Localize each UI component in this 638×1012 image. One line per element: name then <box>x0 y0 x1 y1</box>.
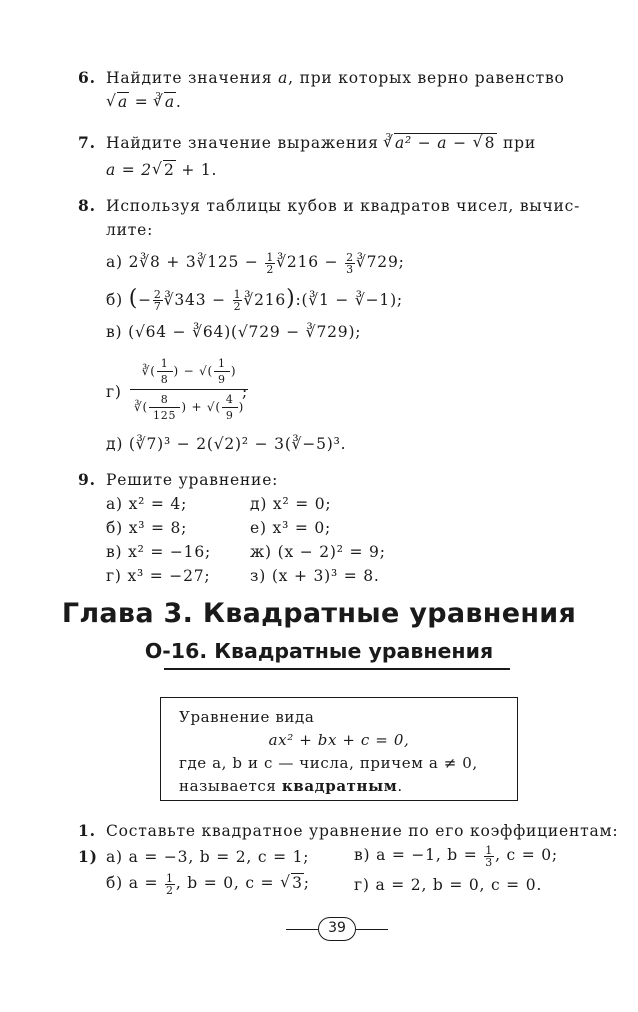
problem-number: 8. <box>78 196 96 215</box>
item-a: а) 2∛8 + 3∛125 − $\frac{1}{2}$ ∛216 − $\frac{2}{3}$ ∛729; <box>106 250 405 276</box>
equation-item: в) x² = −16; <box>106 543 212 561</box>
item-d: д) (∛7)³ − 2(√2)² − 3(∛−5)³. <box>106 435 347 453</box>
item-v: в) a = −1, b = $\frac{1}{3}$ , c = 0; <box>354 843 558 869</box>
exercise-1 <box>78 819 619 897</box>
problem-6 <box>78 66 608 117</box>
definition-line: Уравнение вида <box>179 708 315 726</box>
condition: a = 2√ 2 + 1. <box>106 158 608 182</box>
equation-item: а) x² = 4; <box>106 495 188 513</box>
definition-line: где a, b и c — числа, причем a ≠ 0, <box>179 754 478 772</box>
item-g: г) ∛( $\frac{1}{8}$ ) − √( $\frac{1}{9}$ ) ∛( $\frac{8}{125}$ ) + √( $\frac{4}{9}$ ) ; <box>106 354 608 428</box>
problem-7 <box>78 131 608 182</box>
equation-item: з) (x + 3)³ = 8. <box>250 567 380 585</box>
variable: a <box>278 69 289 87</box>
row-label: 1) <box>78 847 98 866</box>
item-b: б) a = $\frac{1}{2}$ , b = 0, c = √ 3; <box>106 871 310 896</box>
equation-item: е) x³ = 0; <box>250 519 332 537</box>
definition-line: называется квадратным. <box>179 777 403 795</box>
item-a: а) a = −3, b = 2, c = 1; <box>106 848 310 866</box>
problem-text: Найдите значения <box>106 69 273 87</box>
section-title: О-16. Квадратные уравнения <box>144 639 494 663</box>
problem-text: , при которых верно равенство <box>288 69 565 87</box>
page-number-rule-right <box>356 929 388 930</box>
page-number-rule-left <box>286 929 318 930</box>
expression: $^3$√ a² − a − √ 8 <box>384 134 503 152</box>
problem-number: 6. <box>78 68 96 87</box>
item-g: г) a = 2, b = 0, c = 0. <box>354 876 543 894</box>
item-b: б) (− $\frac{2}{7}$ ∛343 − $\frac{1}{2}$ ∛216):(∛1 − ∛−1); <box>106 285 403 313</box>
page-number: 39 <box>318 917 356 941</box>
problem-number: 7. <box>78 133 96 152</box>
exercise-text: Составьте квадратное уравнение по его коэффициентам: <box>106 822 619 840</box>
problem-text: при <box>503 134 536 152</box>
problem-9 <box>78 468 608 588</box>
definition-formula: ax² + bx + c = 0, <box>268 731 410 749</box>
problem-text: лите: <box>106 221 154 239</box>
problem-text: Используя таблицы кубов и квадратов чисел, вычис- <box>106 197 581 215</box>
equation: √ a = $^3$√ a. <box>106 90 608 117</box>
equation-item: б) x³ = 8; <box>106 519 188 537</box>
section-underline <box>164 668 510 670</box>
exercise-number: 1. <box>78 821 96 840</box>
item-v: в) (√64 − ∛64)(√729 − ∛729); <box>106 323 362 341</box>
problem-8 <box>78 194 608 456</box>
equation-item: г) x³ = −27; <box>106 567 211 585</box>
problem-text: Решите уравнение: <box>106 471 279 489</box>
problem-number: 9. <box>78 470 96 489</box>
equation-item: ж) (x − 2)² = 9; <box>250 543 386 561</box>
chapter-title: Глава 3. Квадратные уравнения <box>61 598 577 629</box>
definition-box <box>160 697 518 801</box>
equation-item: д) x² = 0; <box>250 495 332 513</box>
problem-text: Найдите значение выражения <box>106 134 379 152</box>
